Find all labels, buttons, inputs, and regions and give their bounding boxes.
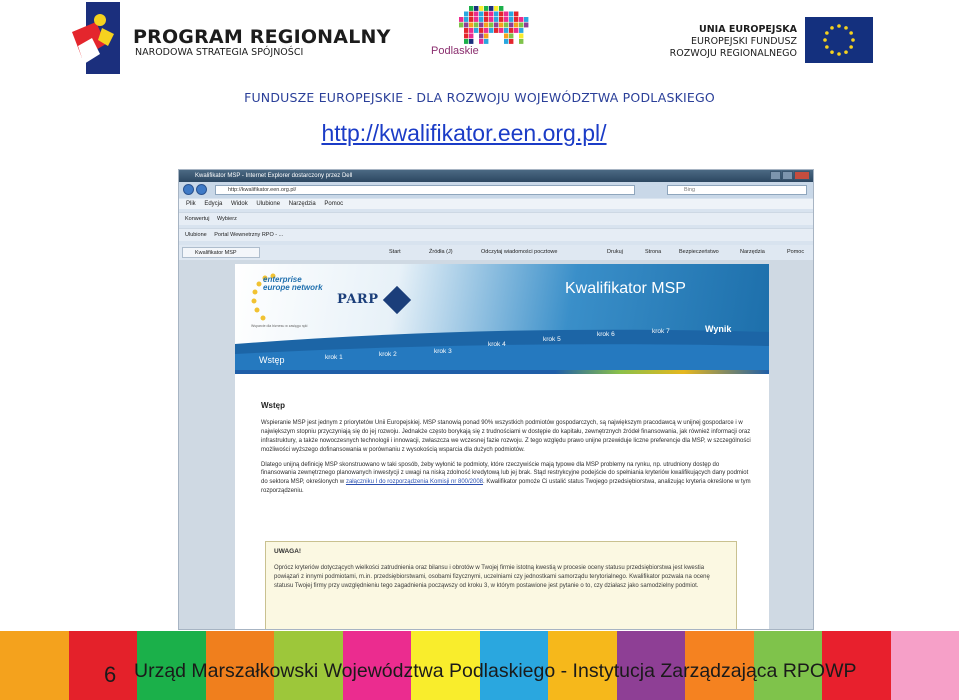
intro-content [261,402,751,502]
step-1[interactable]: krok 1 [325,354,343,361]
address-input[interactable]: http://kwalifikator.een.org.pl/ [215,185,635,195]
maximize-icon[interactable] [782,171,793,180]
region-label: Podlaskie [431,45,479,57]
een-tagline: Wsparcie dla biznesu w zasięgu ręki [251,324,308,328]
window-title: Kwalifikator MSP - Internet Explorer dostarczony przez Dell [195,173,353,179]
cmd-feeds[interactable]: Źródła (J) [429,249,453,255]
step-intro[interactable]: Wstęp [259,355,285,365]
step-7[interactable]: krok 7 [652,328,670,335]
steps-nav [235,324,769,374]
paragraph-text: . Kwalifikator pomoże Ci ustalić status Twojego przedsiębiorstwa, analizując kryteria określone w tym rozporządzeniu. [261,479,751,495]
eu-fund-label [670,24,797,60]
cmd-mail[interactable]: Odczytaj wiadomości pocztowe [481,249,558,255]
footer-stripe [69,631,138,700]
page-number: 6 [104,662,117,687]
favorite-link[interactable]: Portal Wewnetrzny RPO - ... [214,232,284,238]
menu-item[interactable]: Narzędzia [288,201,316,207]
section-title: Wstęp [261,401,285,410]
close-icon[interactable] [794,171,810,180]
step-5[interactable]: krok 5 [543,336,561,343]
forward-icon[interactable] [196,184,207,195]
parp-logo-icon [383,286,411,314]
eu-label-line2: EUROPEJSKI FUNDUSZ [691,36,797,47]
kwalifikator-link[interactable]: http://kwalifikator.een.org.pl/ [321,120,607,146]
menu-item[interactable]: Ulubione [256,201,281,207]
cmd-security[interactable]: Bezpieczeństwo [679,249,719,255]
favorites-button[interactable]: Ulubione [185,232,207,238]
program-subtitle: NARODOWA STRATEGIA SPÓJNOŚCI [135,47,304,58]
tab-row [179,245,813,261]
browser-screenshot [178,169,814,630]
address-row [179,182,813,198]
back-icon[interactable] [183,184,194,195]
parp-label: PARP [337,292,379,307]
cmd-tools[interactable]: Narzędzia [740,249,765,255]
regulation-link[interactable]: załączniku I do rozporządzenia Komisji nr 800/2008 [345,479,484,486]
step-6[interactable]: krok 6 [597,331,615,338]
warning-text: Oprócz kryteriów dotyczących wielkości zatrudnienia oraz bilansu i obrotów w Twojej firmie istotną kwestią w procesie oceny statusu przedsiębiorstwa jest kwestia powiązań z innymi podmiotami, m.in. przedsiębiorstwami, osobami fizycznymi, uczelniami czy jednostkami samorządu terytorialnego. Kwalifikator pozwala na ocenę statusu Twojej firmy przy uwzględnieniu tego zagadnienia począwszy od kroku 3, w którym postawione jest pytanie o to, czy działasz jako samodzielny podmiot. [274,564,710,589]
favorites-bar [179,228,813,241]
step-result[interactable]: Wynik [705,324,732,334]
cmd-page[interactable]: Strona [645,249,662,255]
convert-toolbar [179,212,813,225]
browser-titlebar [179,170,813,182]
menu-item[interactable]: Widok [231,201,248,207]
intro-paragraph-2 [261,461,751,497]
cmd-help[interactable]: Pomoc [787,249,805,255]
banner-stripe [235,370,769,374]
een-name: enterprise europe network [263,275,323,292]
kwalifikator-site [235,264,769,630]
menu-item[interactable]: Plik [186,201,196,207]
warning-title: UWAGA! [274,548,302,555]
cmd-print[interactable]: Drukuj [607,249,623,255]
footer-stripe [891,631,959,700]
select-button[interactable]: Wybierz [217,216,237,222]
footer-stripe [0,631,69,700]
program-regionalny-logo-icon [72,2,120,74]
intro-paragraph-1: Wspieranie MSP jest jednym z priorytetów Unii Europejskiej. MSP stanowią ponad 90% wszystkich podmiotów gospodarczych, są największym pracodawcą w unijnej gospodarce i w największym stopniu przyczyniają się do jej rozwoju. Jednakże często borykają się z trudnościami w dostępie do kapitału, zewnętrznych źródeł finansowania, jak również informacji oraz infrastruktury, a także nowoczesnych technologii i innowacji, zwłaszcza we wczesnej fazie rozwoju. Z tego względu prawo unijne przewiduje liczne preferencje dla MSP, w szczególności możliwości wyższego dofinansowania w porównaniu z wysokością wsparcia dla dużych podmiotów. [261,419,751,453]
cmd-start[interactable]: Start [389,249,401,255]
search-input[interactable]: Bing [667,185,807,195]
step-3[interactable]: krok 3 [434,348,452,355]
paragraph-text: Dlatego unijną definicję MSP skonstruowano w taki sposób, żeby wyłonić te podmioty, które rzeczywiście mają typowe dla MSP problemy na rynku, np. utrudniony dostęp do finansowania zewnętrznego planowanych inwestycji z uwagi na niską zdolność kredytową lub jej brak. Stąd restrykcyjne podejście do spełniania kryteriów kwalifikujących dany podmiot do sektora MSP, określonych w [261,461,749,486]
site-banner [235,264,769,374]
step-4[interactable]: krok 4 [488,341,506,348]
menu-item[interactable]: Pomoc [324,201,344,207]
eu-label-line1: UNIA EUROPEJSKA [699,24,797,35]
tab-kwalifikator[interactable]: Kwalifikator MSP [182,247,260,258]
program-title: PROGRAM REGIONALNY [133,26,391,48]
menu-item[interactable]: Edycja [204,201,223,207]
slide-header [0,0,959,80]
eu-flag-icon [805,17,873,63]
warning-box [265,541,737,630]
menu-bar [179,199,813,209]
minimize-icon[interactable] [770,171,781,180]
footer-text: Urząd Marszałkowski Województwa Podlaskiego - Instytucja Zarządzająca RPOWP [134,660,857,682]
site-title: Kwalifikator MSP [565,280,686,297]
funds-tagline: FUNDUSZE EUROPEJSKIE - DLA ROZWOJU WOJEWÓDZTWA PODLASKIEGO [244,90,715,105]
web-page [179,260,814,630]
step-2[interactable]: krok 2 [379,351,397,358]
eu-label-line3: ROZWOJU REGIONALNEGO [669,48,797,59]
convert-button[interactable]: Konwertuj [185,216,210,222]
